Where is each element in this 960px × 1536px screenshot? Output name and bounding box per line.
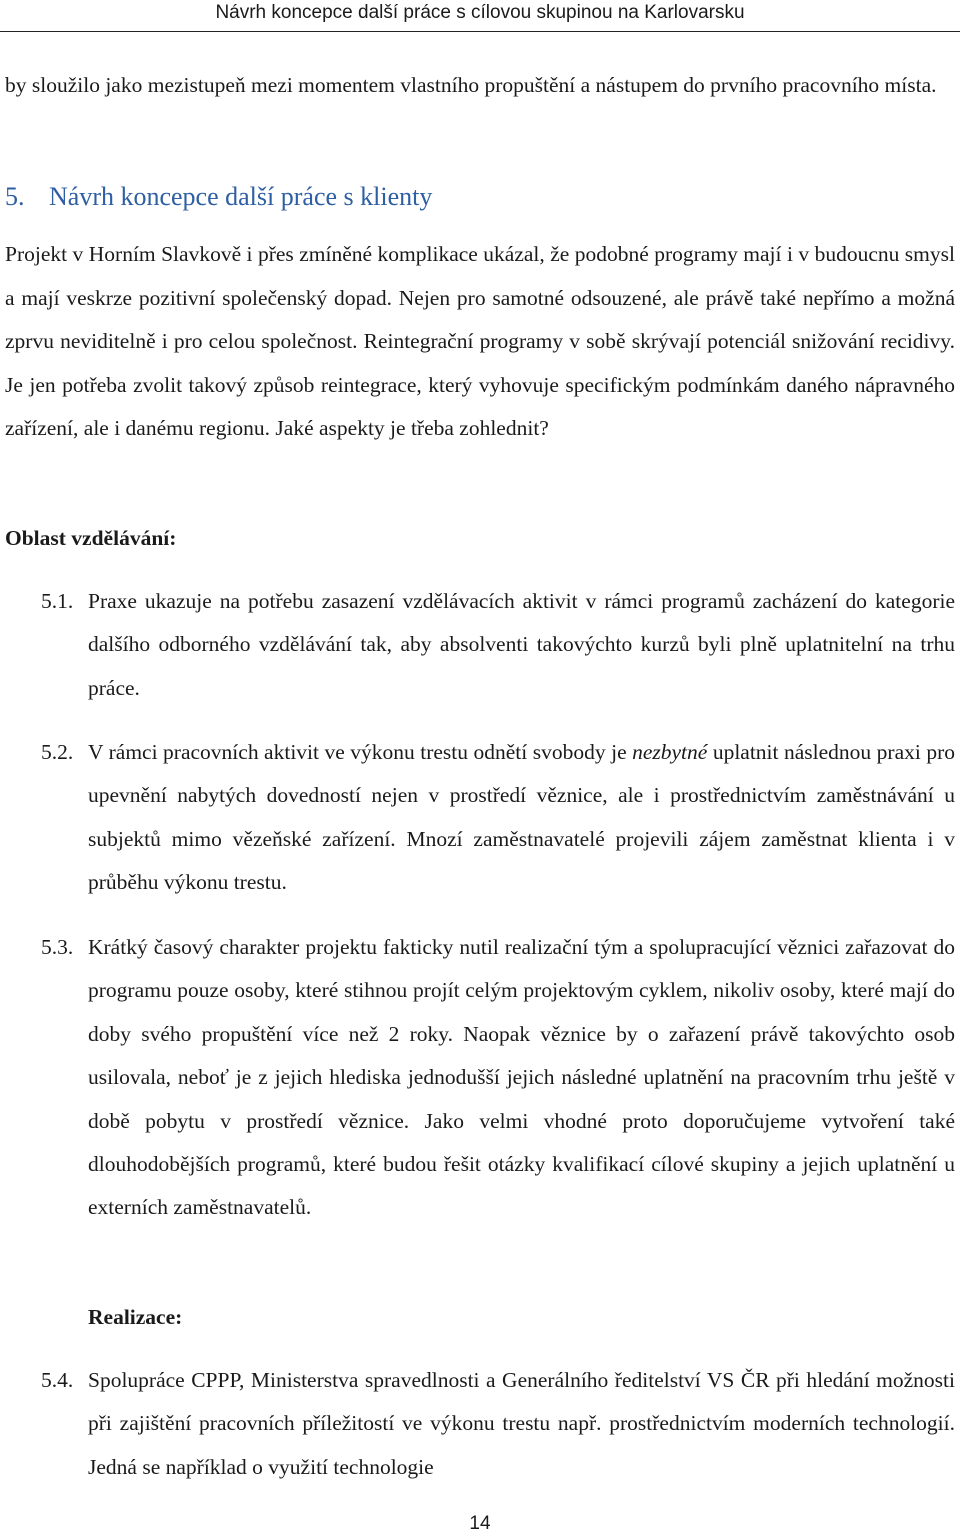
list-item-5-3 xyxy=(41,926,955,1230)
list-item-5-1 xyxy=(41,580,955,710)
section-paragraph: Projekt v Horním Slavkově i přes zmíněné komplikace ukázal, že podobné programy mají i v budoucnu smysl a mají veskrze pozitivní společenský dopad. Nejen pro samotné odsouzené, ale právě také nepřímo a možná zprvu neviditelně i pro celou společnost. Reintegrační programy v sobě skrývají potenciál snižování recidivy. Je jen potřeba zvolit takový způsob reintegrace, který vyhovuje specifickým podmínkám daného nápravného zařízení, ale i danému regionu. Jaké aspekty je třeba zohlednit? xyxy=(5,242,955,440)
subheading-education: Oblast vzdělávání: xyxy=(5,526,177,550)
section-title: Návrh koncepce další práce s klienty xyxy=(49,182,433,211)
item-number: 5.1. xyxy=(41,589,74,613)
item-text: Praxe ukazuje na potřebu zasazení vzdělávacích aktivit v rámci programů zacházení do kategorie dalšího odborného vzdělávání tak, aby absolventi takovýchto kurzů byli plně uplatnitelní na trhu práce. xyxy=(88,589,955,700)
page-number: 14 xyxy=(469,1513,491,1534)
section-heading xyxy=(5,176,432,218)
section-number: 5. xyxy=(5,182,25,211)
running-header: Návrh koncepce další práce s cílovou skupinou na Karlovarsku xyxy=(215,2,745,23)
intro-paragraph: by sloužilo jako mezistupeň mezi momentem vlastního propuštění a nástupem do prvního pracovního místa. xyxy=(5,73,937,97)
item-number: 5.2. xyxy=(41,740,74,764)
header-divider xyxy=(0,31,960,32)
item-text: V rámci pracovních aktivit ve výkonu trestu odnětí svobody je nezbytné uplatnit následnou praxi pro upevnění nabytých dovedností nejen v prostředí věznice, ale i prostřednictvím zaměstnávání u subjektů mimo vězeňské zařízení. Mnozí zaměstnavatelé projevili zájem zaměstnat klienta i v průběhu výkonu trestu. xyxy=(88,740,955,895)
list-item-5-4 xyxy=(41,1359,955,1489)
subheading-realization: Realizace: xyxy=(88,1305,183,1329)
item-text: Krátký časový charakter projektu fakticky nutil realizační tým a spolupracující věznici zařazovat do programu pouze osoby, které stihnou projít celým projektovým cyklem, nikoliv osoby, které mají do doby svého propuštění více než 2 roky. Naopak věznice by o zařazení právě takovýchto osob usilovala, neboť je z jejich hlediska jednodušší jejich následné uplatnění na pracovním trhu ještě v době pobytu v prostředí věznice. Jako velmi vhodné proto doporučujeme vytvoření také dlouhodobějších programů, které budou řešit otázky kvalifikací cílové skupiny a jejich uplatnění u externích zaměstnavatelů. xyxy=(88,935,955,1220)
emphasis: nezbytné xyxy=(632,740,708,764)
item-number: 5.3. xyxy=(41,935,74,959)
list-item-5-2 xyxy=(41,731,955,905)
item-number: 5.4. xyxy=(41,1368,74,1392)
item-text: Spolupráce CPPP, Ministerstva spravedlnosti a Generálního ředitelství VS ČR při hledání možnosti při zajištění pracovních příležitostí ve výkonu trestu např. prostřednictvím moderních technologií. Jedná se například o využití technologie xyxy=(88,1368,955,1479)
